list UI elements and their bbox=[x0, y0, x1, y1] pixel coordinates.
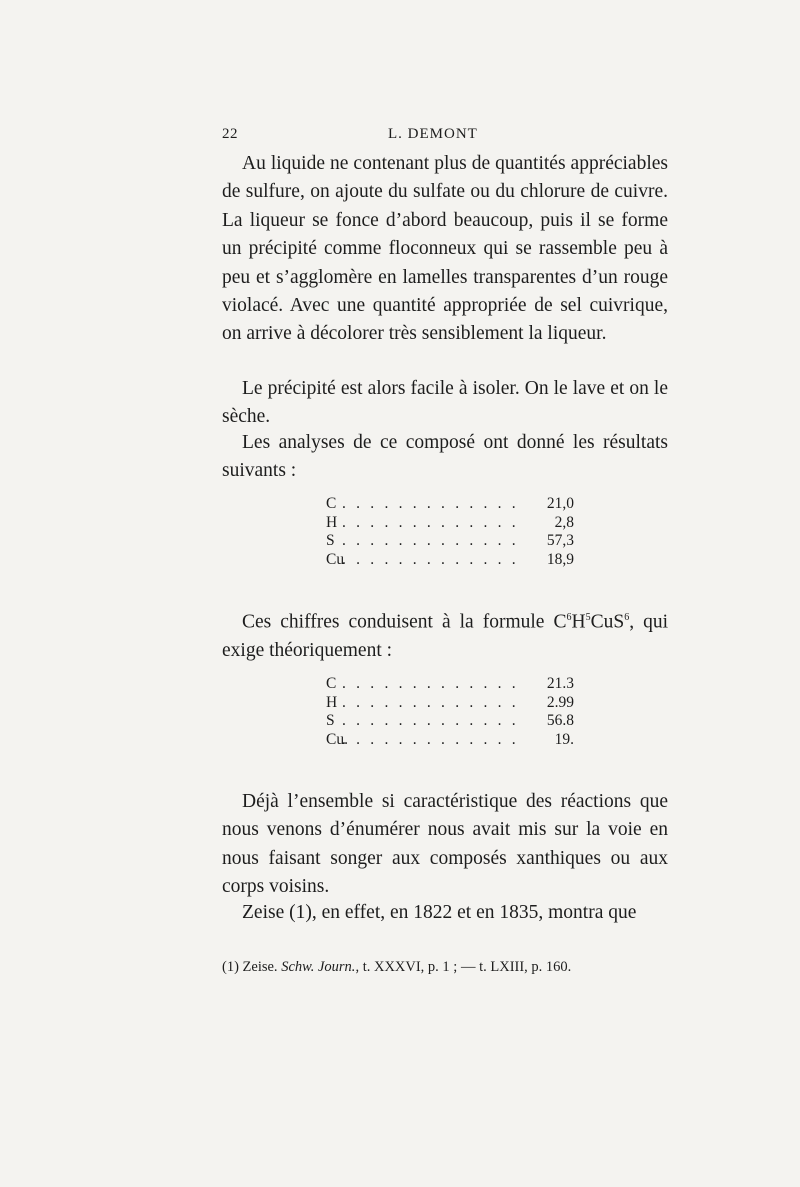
dot-leader: . . . . . . . . . . . . . bbox=[342, 730, 519, 748]
analysis-found-table bbox=[326, 495, 574, 569]
formula-sub-c: 6 bbox=[566, 612, 572, 623]
dot-leader: . . . . . . . . . . . . . bbox=[342, 550, 519, 568]
dot-leader: . . . . . . . . . . . . . bbox=[342, 693, 519, 711]
dot-leader: . . . . . . . . . . . . . bbox=[342, 532, 519, 549]
element-symbol: S bbox=[326, 532, 335, 549]
element-symbol: C bbox=[326, 495, 337, 512]
paragraph-zeise: Zeise (1), en effet, en 1822 et en 1835, montra que bbox=[242, 902, 637, 923]
analysis-theory-table bbox=[326, 675, 574, 749]
element-value: 21,0 bbox=[546, 495, 574, 512]
formula-text-3: CuS bbox=[590, 611, 625, 633]
dot-leader: . . . . . . . . . . . . . bbox=[342, 675, 519, 692]
formula-text-1: Ces chiffres conduisent à la formule C bbox=[242, 611, 567, 633]
dot-leader: . . . . . . . . . . . . . bbox=[342, 712, 519, 729]
element-value: 2,8 bbox=[554, 513, 574, 531]
table-row bbox=[326, 712, 574, 731]
page-number: 22 bbox=[222, 126, 238, 142]
running-header bbox=[222, 126, 668, 146]
paragraph-isolation: Le précipité est alors facile à isoler. On le lave et on le sèche. bbox=[222, 378, 668, 428]
table-row bbox=[326, 495, 574, 514]
dot-leader: . . . . . . . . . . . . . bbox=[342, 513, 519, 531]
paragraph-formula bbox=[222, 604, 668, 665]
formula-sub-h: 5 bbox=[585, 612, 591, 623]
footnote-prefix: (1) Zeise. bbox=[222, 959, 278, 975]
footnote-rest: , t. XXXVI, p. 1 ; — t. LXIII, p. 160. bbox=[355, 959, 572, 975]
element-symbol: H bbox=[326, 513, 338, 531]
element-value: 19. bbox=[554, 730, 574, 748]
element-symbol: Cu bbox=[326, 550, 345, 568]
element-symbol: Cu. bbox=[326, 730, 348, 748]
table-row bbox=[326, 551, 574, 570]
element-value: 18,9 bbox=[546, 550, 574, 568]
table-row bbox=[326, 532, 574, 551]
table-row bbox=[326, 675, 574, 694]
table-row bbox=[326, 731, 574, 750]
formula-text-2: H bbox=[571, 611, 586, 633]
element-symbol: C bbox=[326, 675, 337, 692]
paragraph-xanthic: Déjà l’ensemble si caractéristique des réactions que nous venons d’énumérer nous avait mis sur la voie en nous faisant songer aux composés xanthiques ou aux corps voisins. bbox=[222, 791, 668, 898]
dot-leader: . . . . . . . . . . . . . bbox=[342, 495, 519, 512]
element-symbol: S bbox=[326, 712, 335, 729]
paragraph-precipitation: Au liquide ne contenant plus de quantités appréciables de sulfure, on ajoute du sulfate ou du chlorure de cuivre. La liqueur se fonce d’abord beaucoup, puis il se forme un précipité comme floconneux qui se rassemble peu à peu et s’agglomère en lamelles transparentes d’un rouge violacé. Avec une quantité appropriée de sel cuivrique, on arrive à décolorer très sensiblement la liqueur. bbox=[222, 153, 668, 345]
running-title: L. DEMONT bbox=[388, 126, 478, 142]
formula-sub-s: 6 bbox=[624, 612, 630, 623]
table-row bbox=[326, 694, 574, 713]
table-row bbox=[326, 514, 574, 533]
element-value: 2.99 bbox=[546, 693, 574, 711]
paragraph-analyses-intro: Les analyses de ce composé ont donné les résultats suivants : bbox=[222, 432, 668, 482]
footnote-journal: Schw. Journ. bbox=[281, 959, 356, 975]
element-value: 57,3 bbox=[546, 532, 574, 549]
element-value: 56.8 bbox=[546, 712, 574, 729]
element-value: 21.3 bbox=[546, 675, 574, 692]
footnote bbox=[222, 958, 668, 976]
formula-text-4: , qui exige théoriquement : bbox=[222, 611, 668, 661]
element-symbol: H bbox=[326, 693, 338, 711]
